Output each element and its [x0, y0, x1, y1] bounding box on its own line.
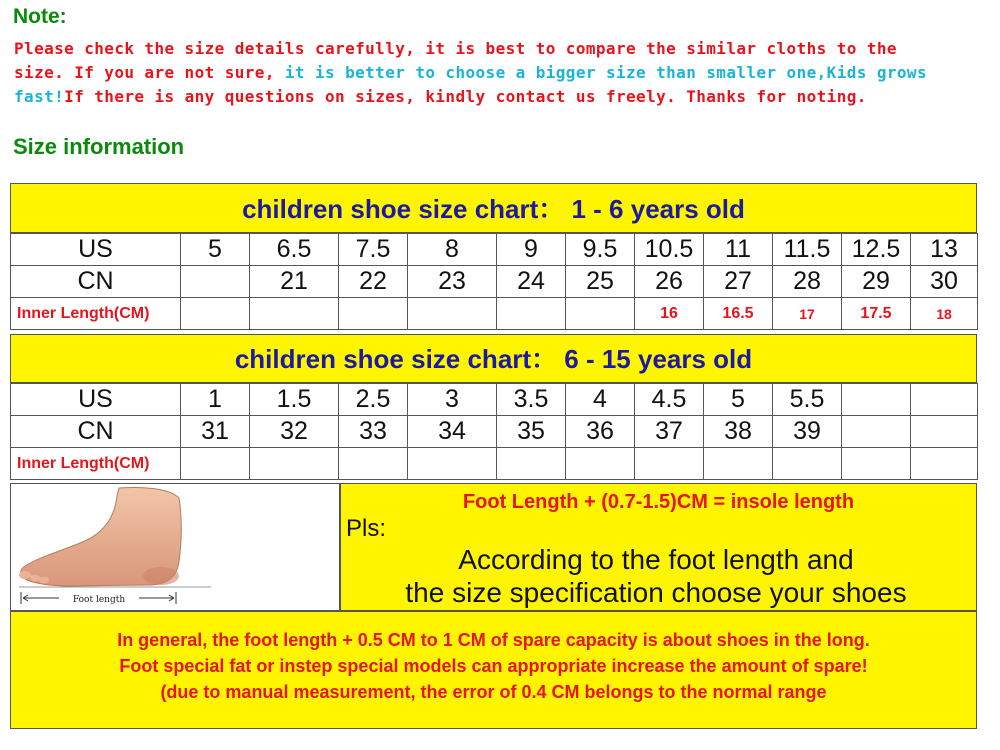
chart1-inner-cell: 18 — [911, 298, 978, 330]
chart1-inner-label: Inner Length(CM) — [11, 298, 181, 330]
chart2-us-cell: 5 — [704, 384, 773, 416]
chart2-cn-cell: 34 — [408, 416, 497, 448]
chart1-inner-cell — [408, 298, 497, 330]
chart1-cn-cell: 29 — [842, 266, 911, 298]
pls-label: Pls: — [346, 515, 387, 542]
chart2-cn-cell: 33 — [339, 416, 408, 448]
chart2-cn-cell: 36 — [566, 416, 635, 448]
chart2-cn-cell: 39 — [773, 416, 842, 448]
chart2-inner-cell — [842, 448, 911, 480]
chart1-inner-cell — [497, 298, 566, 330]
note-line-1: Please check the size details carefully, it is best to compare the similar cloths to the — [14, 39, 897, 58]
foot-length-caption: Foot length — [72, 595, 126, 605]
chart2-us-label: US — [11, 384, 181, 416]
chart2-inner-row — [11, 448, 978, 480]
size-information-heading: Size information — [13, 134, 185, 159]
chart2-inner-cell — [566, 448, 635, 480]
chart2-inner-cell — [635, 448, 704, 480]
note-line-3-cyan: fast! — [14, 87, 65, 106]
chart2-cn-cell: 31 — [181, 416, 250, 448]
chart2-table — [10, 383, 978, 480]
chart2-cn-row — [11, 416, 978, 448]
bottom-notes-box — [10, 611, 977, 729]
chart1-cn-row — [11, 266, 978, 298]
chart1-cn-cell: 25 — [566, 266, 635, 298]
chart2-inner-cell — [250, 448, 339, 480]
chart2-cn-cell: 38 — [704, 416, 773, 448]
foot-icon — [11, 484, 340, 611]
chart2-us-cell — [911, 384, 978, 416]
foot-illustration — [10, 483, 340, 611]
note-line-2-red: size. If you are not sure, — [14, 63, 275, 82]
chart1-inner-cell: 16 — [635, 298, 704, 330]
chart1-inner-cell: 17 — [773, 298, 842, 330]
bottom-note-1: In general, the foot length + 0.5 CM to 1 CM of spare capacity is about shoes in the long. — [117, 630, 870, 650]
chart1-us-cell: 13 — [911, 234, 978, 266]
chart1-us-cell: 10.5 — [635, 234, 704, 266]
chart1-cn-cell: 24 — [497, 266, 566, 298]
chart2-inner-cell — [704, 448, 773, 480]
chart2-us-cell: 3 — [408, 384, 497, 416]
chart1-cn-cell: 23 — [408, 266, 497, 298]
chart2-us-row — [11, 384, 978, 416]
bottom-note-2: Foot special fat or instep special models can appropriate increase the amount of spare! — [119, 656, 868, 676]
chart2-us-cell: 1 — [181, 384, 250, 416]
note-line-2-cyan: it is better to choose a bigger size than smaller one,Kids grows — [274, 63, 927, 82]
chart1-us-cell: 12.5 — [842, 234, 911, 266]
info-line-1: According to the foot length and — [458, 544, 854, 575]
note-line-3-red: If there is any questions on sizes, kindly contact us freely. Thanks for noting. — [64, 87, 867, 106]
insole-formula: Foot Length + (0.7-1.5)CM = insole length — [462, 491, 855, 513]
chart2-us-cell: 1.5 — [250, 384, 339, 416]
chart2-inner-cell — [181, 448, 250, 480]
bottom-note-3: (due to manual measurement, the error of 0.4 CM belongs to the normal range — [160, 682, 827, 702]
chart1-us-cell: 6.5 — [250, 234, 339, 266]
chart1-us-cell: 7.5 — [339, 234, 408, 266]
insole-info-box — [340, 483, 977, 611]
chart1-cn-label: CN — [11, 266, 181, 298]
note-title: Note: — [13, 5, 67, 28]
chart1-inner-cell — [250, 298, 339, 330]
chart1-us-row — [11, 234, 978, 266]
chart1-inner-cell: 17.5 — [842, 298, 911, 330]
chart1-inner-cell — [566, 298, 635, 330]
chart1-us-cell: 8 — [408, 234, 497, 266]
chart2-cn-cell — [911, 416, 978, 448]
chart2-inner-cell — [497, 448, 566, 480]
chart2-cn-cell — [842, 416, 911, 448]
chart2-inner-label: Inner Length(CM) — [11, 448, 181, 480]
chart2-cn-cell: 35 — [497, 416, 566, 448]
chart2-us-cell: 4 — [566, 384, 635, 416]
chart2-inner-cell — [339, 448, 408, 480]
chart1-us-label: US — [11, 234, 181, 266]
chart2-title-banner: children shoe size chart： 6 - 15 years old — [10, 334, 977, 383]
chart1-cn-cell: 27 — [704, 266, 773, 298]
chart1-title-banner: children shoe size chart： 1 - 6 years old — [10, 183, 977, 233]
chart2-inner-cell — [773, 448, 842, 480]
chart1-cn-cell: 30 — [911, 266, 978, 298]
chart1-cn-cell: 22 — [339, 266, 408, 298]
chart2-inner-cell — [911, 448, 978, 480]
chart2-cn-cell: 37 — [635, 416, 704, 448]
note-line-2 — [14, 63, 927, 82]
chart1-us-cell: 9 — [497, 234, 566, 266]
chart1-us-cell: 11 — [704, 234, 773, 266]
chart1-inner-cell — [181, 298, 250, 330]
chart2-cn-label: CN — [11, 416, 181, 448]
info-line-2: the size specification choose your shoes — [405, 577, 907, 608]
chart2-inner-cell — [408, 448, 497, 480]
chart2-us-cell: 5.5 — [773, 384, 842, 416]
chart1-cn-cell — [181, 266, 250, 298]
chart1-us-cell: 5 — [181, 234, 250, 266]
chart1-cn-cell: 28 — [773, 266, 842, 298]
chart2-us-cell — [842, 384, 911, 416]
chart1-cn-cell: 21 — [250, 266, 339, 298]
chart2-us-cell: 2.5 — [339, 384, 408, 416]
chart1-table — [10, 233, 978, 330]
chart2-us-cell: 3.5 — [497, 384, 566, 416]
chart1-us-cell: 9.5 — [566, 234, 635, 266]
chart1-inner-row — [11, 298, 978, 330]
chart1-us-cell: 11.5 — [773, 234, 842, 266]
chart1-inner-cell: 16.5 — [704, 298, 773, 330]
chart2-cn-cell: 32 — [250, 416, 339, 448]
note-line-3 — [14, 87, 867, 106]
chart1-inner-cell — [339, 298, 408, 330]
chart1-cn-cell: 26 — [635, 266, 704, 298]
chart2-us-cell: 4.5 — [635, 384, 704, 416]
